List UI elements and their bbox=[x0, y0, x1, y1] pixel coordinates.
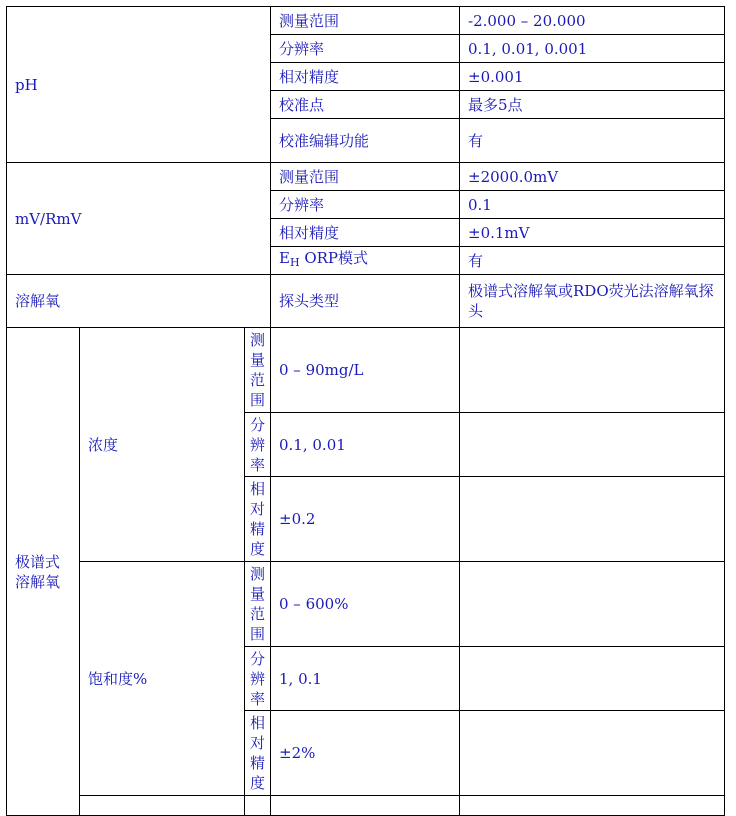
param-cell bbox=[245, 647, 271, 711]
group-name-saturation: 饱和度% bbox=[80, 562, 245, 796]
eh-main: E bbox=[279, 249, 290, 267]
eh-subscript: H bbox=[289, 256, 300, 269]
continuation-cell bbox=[460, 796, 725, 816]
param-cell bbox=[245, 562, 271, 647]
param-label: 相对精度 bbox=[250, 480, 266, 558]
continuation-cell bbox=[271, 796, 460, 816]
empty-cell bbox=[460, 647, 725, 711]
value-cell: 极谱式溶解氧或RDO荧光法溶解氧探头 bbox=[460, 275, 725, 328]
empty-cell bbox=[460, 413, 725, 477]
table-row bbox=[7, 7, 725, 35]
param-cell bbox=[245, 413, 271, 477]
empty-cell bbox=[460, 711, 725, 796]
value-cell: 0 – 600% bbox=[271, 562, 460, 647]
section-name-do: 溶解氧 bbox=[7, 275, 271, 328]
value-cell: 1, 0.1 bbox=[271, 647, 460, 711]
eh-rest: ORP模式 bbox=[299, 249, 368, 267]
value-cell: ±0.2 bbox=[271, 477, 460, 562]
param-cell bbox=[245, 328, 271, 413]
param-label: 分辨率 bbox=[250, 649, 266, 708]
value-cell: -2.000 – 20.000 bbox=[460, 7, 725, 35]
section-name-polar bbox=[7, 328, 80, 816]
value-cell: ±2000.0mV bbox=[460, 163, 725, 191]
param-cell: 分辨率 bbox=[271, 191, 460, 219]
param-label: 分辨率 bbox=[250, 415, 266, 474]
table-row bbox=[7, 796, 725, 816]
section-name-ph: pH bbox=[7, 7, 271, 163]
section-name-polar-text: 极谱式溶解氧 bbox=[15, 552, 61, 591]
value-cell: ±0.1mV bbox=[460, 219, 725, 247]
value-cell: 0.1 bbox=[460, 191, 725, 219]
empty-cell bbox=[460, 328, 725, 413]
group-name-concentration: 浓度 bbox=[80, 328, 245, 562]
param-cell: 相对精度 bbox=[271, 63, 460, 91]
section-name-mv: mV/RmV bbox=[7, 163, 271, 275]
param-label: 相对精度 bbox=[250, 714, 266, 792]
value-cell: 0.1, 0.01 bbox=[271, 413, 460, 477]
value-cell: 最多5点 bbox=[460, 91, 725, 119]
value-cell: 有 bbox=[460, 247, 725, 275]
param-label: 测量范围 bbox=[250, 331, 266, 409]
value-cell: ±2% bbox=[271, 711, 460, 796]
param-cell: 测量范围 bbox=[271, 7, 460, 35]
value-cell: 0 – 90mg/L bbox=[271, 328, 460, 413]
continuation-cell bbox=[245, 796, 271, 816]
table-row bbox=[7, 163, 725, 191]
table-row bbox=[7, 275, 725, 328]
param-cell bbox=[245, 477, 271, 562]
param-cell bbox=[245, 711, 271, 796]
param-label: 测量范围 bbox=[250, 565, 266, 643]
table-row bbox=[7, 328, 725, 413]
value-cell: 0.1, 0.01, 0.001 bbox=[460, 35, 725, 63]
empty-cell bbox=[460, 477, 725, 562]
param-cell: 测量范围 bbox=[271, 163, 460, 191]
param-cell: 相对精度 bbox=[271, 219, 460, 247]
empty-cell bbox=[460, 562, 725, 647]
spec-table bbox=[6, 6, 725, 816]
value-cell: 有 bbox=[460, 119, 725, 163]
value-cell: ±0.001 bbox=[460, 63, 725, 91]
table-row bbox=[7, 562, 725, 647]
param-cell: 探头类型 bbox=[271, 275, 460, 328]
param-cell: 分辨率 bbox=[271, 35, 460, 63]
continuation-cell bbox=[80, 796, 245, 816]
param-cell: 校准编辑功能 bbox=[271, 119, 460, 163]
param-cell-eh-orp bbox=[271, 247, 460, 275]
param-cell: 校准点 bbox=[271, 91, 460, 119]
